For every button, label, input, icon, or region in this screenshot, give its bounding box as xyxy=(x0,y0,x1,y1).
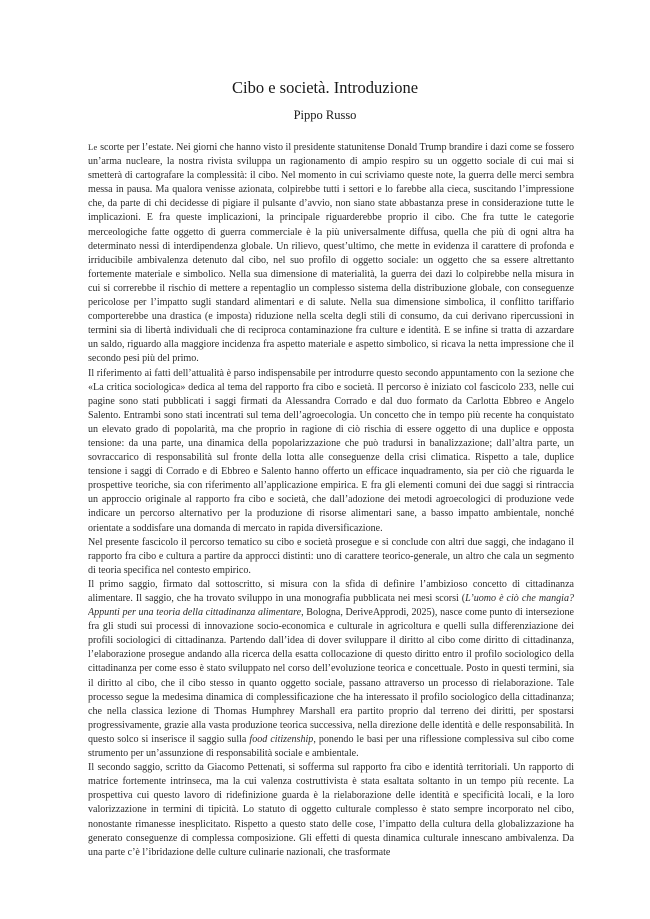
book-title: L’uomo è ciò che mangia? Appunti per una teoria della cittadinanza alimentare xyxy=(88,593,574,619)
paragraph-text: , ponendo le basi per una riflessione complessiva sul cibo come strumento per un’assunzione di responsabilità sociale e ambientale. xyxy=(88,733,574,760)
paragraph-4 xyxy=(88,578,574,761)
paragraph-5: Il secondo saggio, scritto da Giacomo Pettenati, si sofferma sul rapporto fra cibo e identità territoriali. Un rapporto di matrice fortemente intrinseca, ma la cui valenza costruttivista è stata esaltata soltanto in un tempo più recente. La prospettiva cui questo lavoro di ridefinizione guarda è la rielaborazione delle identità e specificità locali, e la loro valorizzazione in termini di tipicità. Lo statuto di oggetto culturale complesso è stato sempre incorporato nel cibo, nonostante rimanesse inesplicitato. Rispetto a questo stato delle cose, l’impatto della cultura della globalizzazione ha generato conseguenze di complessa composizione. Gli effetti di questa dinamica culturale innescano ambivalenza. Da una parte c’è l’ibridazione delle culture culinarie nazionali, che trasformate xyxy=(88,762,574,858)
paragraph-1 xyxy=(88,140,574,367)
paragraph-2: Il riferimento ai fatti dell’attualità è parso indispensabile per introdurre questo secondo appuntamento con la sezione che «La critica sociologica» dedica al tema del rapporto fra cibo e società. Il percorso è iniziato col fascicolo 233, nelle cui pagine sono stati pubblicati i saggi firmati da Alessandra Corrado e dal duo formato da Carlotta Ebbreo e Angelo Salento. Entrambi sono stati incentrati sul tema dell’agroecologia. Un concetto che in tempo più recente ha conquistato un elevato grado di popolarità, ma che proprio in ragione di ciò rischia di essere oggetto di una duplice e opposta tensione: da una parte, una dinamica della popolarizzazione che può tradursi in banalizzazione; dall’altra parte, un sovraccarico di responsabilità sul fronte della lotta alle conseguenze della crisi climatica. Rispetto a tale, duplice tensione i saggi di Corrado e di Ebbreo e Salento hanno offerto un efficace inquadramento, sia per ciò che riguarda le prospettive teoriche, sia con riferimento all’applicazione empirica. E fra gli elementi comuni dei due saggi si rintraccia un approccio originale al rapporto fra cibo e società, che dall’adozione dei metodi agroecologici di produzione vede indicare un percorso alternativo per la produzione di risorse alimentari sane, a basso impatto ambientale, nonché orientate a soddisfare una domanda di mercato in rapida diversificazione. xyxy=(88,367,574,534)
paragraph-text: Il primo saggio, firmato dal sottoscritto, si misura con la sfida di definire l’ambizioso concetto di cittadinanza alimentare. Il saggio, che ha trovato sviluppo in una monografia pubblicata nei mesi scorsi ( xyxy=(88,578,574,604)
italic-term: food citizenship xyxy=(249,733,314,745)
paragraph-3: Nel presente fascicolo il percorso tematico su cibo e società prosegue e si conclude con altri due saggi, che indagano il rapporto fra cibo e cultura a partire da approcci distinti: uno di carattere teorico-generale, un altro che cala un segmento di teoria specifica nel contesto empirico. xyxy=(88,536,574,576)
article-body xyxy=(88,140,574,910)
paragraph-text: scorte per l’estate. Nei giorni che hanno visto il presidente statunitense Donald Trump brandire i dazi come se fossero un’arma nucleare, la nostra rivista sviluppa un ragionamento di ampio respiro su un oggetto sociale di cui mai si smetterà di cartografare la complessità: il cibo. Nel momento in cui scriviamo queste note, la guerra delle merci sembra messa in pausa. Ma qualora venisse azionata, colpirebbe tutti i settori e lo farebbe alla cieca, suscitando l’impressione che, da parte di chi decidesse di pigiare il pulsante d’avvio, non siano state abbastanza prese in considerazione tutte le implicazioni. E fra queste implicazioni, la principale riguarderebbe proprio il cibo. Che fra tutte le categorie merceologiche fatte oggetto di guerra commerciale è la più universalmente diffusa, quella che più di ogni altra ha determinato nessi di interdipendenza globale. Un rilievo, quest’ultimo, che mette in evidenza il carattere di profonda e irriducibile ambivalenza detenuto dal cibo, nel suo profilo di oggetto sociale: un oggetto che sa essere altrettanto fortemente materiale e simbolico. Nella sua dimensione di materialità, la guerra dei dazi lo colpirebbe nella misura in cui si correrebbe il rischio di mettere a repentaglio un complesso sistema della distribuzione globale, con conseguenze pericolose per l’impatto sugli standard alimentari e di salute. Nella sua dimensione simbolica, il conflitto tariffario comporterebbe una drastica (e imposta) riduzione nella scelta degli stili di consumo, da cui derivano ripercussioni in termini sia di libertà individuali che di reciproca contaminazione fra culture e identità. E se infine si tratta di azzardare un saldo, riguardo alla maggiore incidenza fra aspetto materiale e aspetto simbolico, si ricava la netta impressione che il secondo pesi più del primo. xyxy=(88,142,574,365)
page-title: Cibo e società. Introduzione xyxy=(231,78,419,97)
author-name: Pippo Russo xyxy=(293,108,357,122)
small-caps-lead: Le xyxy=(88,142,98,152)
paragraph-text: , Bologna, DeriveApprodi, 2025), nasce come punto di intersezione fra gli studi sui processi di innovazione socio-economica e culturale in agricoltura e quelli sulla differenziazione dei profili sociologici di cittadinanza. Partendo dall’idea di dover sviluppare il diritto al cibo come diritto di cittadinanza, l’elaborazione prosegue andando alla ricerca della esatta collocazione di questo diritto entro il profilo sociologico della cittadinanza per come esso è stato sviluppato nel corso dell’evoluzione teorica e concettuale. Posto in questi termini, sia il diritto al cibo, che il cibo stesso in quanto oggetto sociale, passano attraverso un processo di rielaborazione. Tale processo segue la medesima dinamica di complessificazione che ha interessato il profilo sociologico della cittadinanza; che nella classica lezione di Thomas Humphrey Marshall era partito proprio dal terreno dei diritti, per spostarsi progressivamente, grazie alla vasta produzione teorica successiva, nella direzione delle identità e delle responsabilità. In questo solco si inserisce il saggio sulla xyxy=(88,607,574,745)
